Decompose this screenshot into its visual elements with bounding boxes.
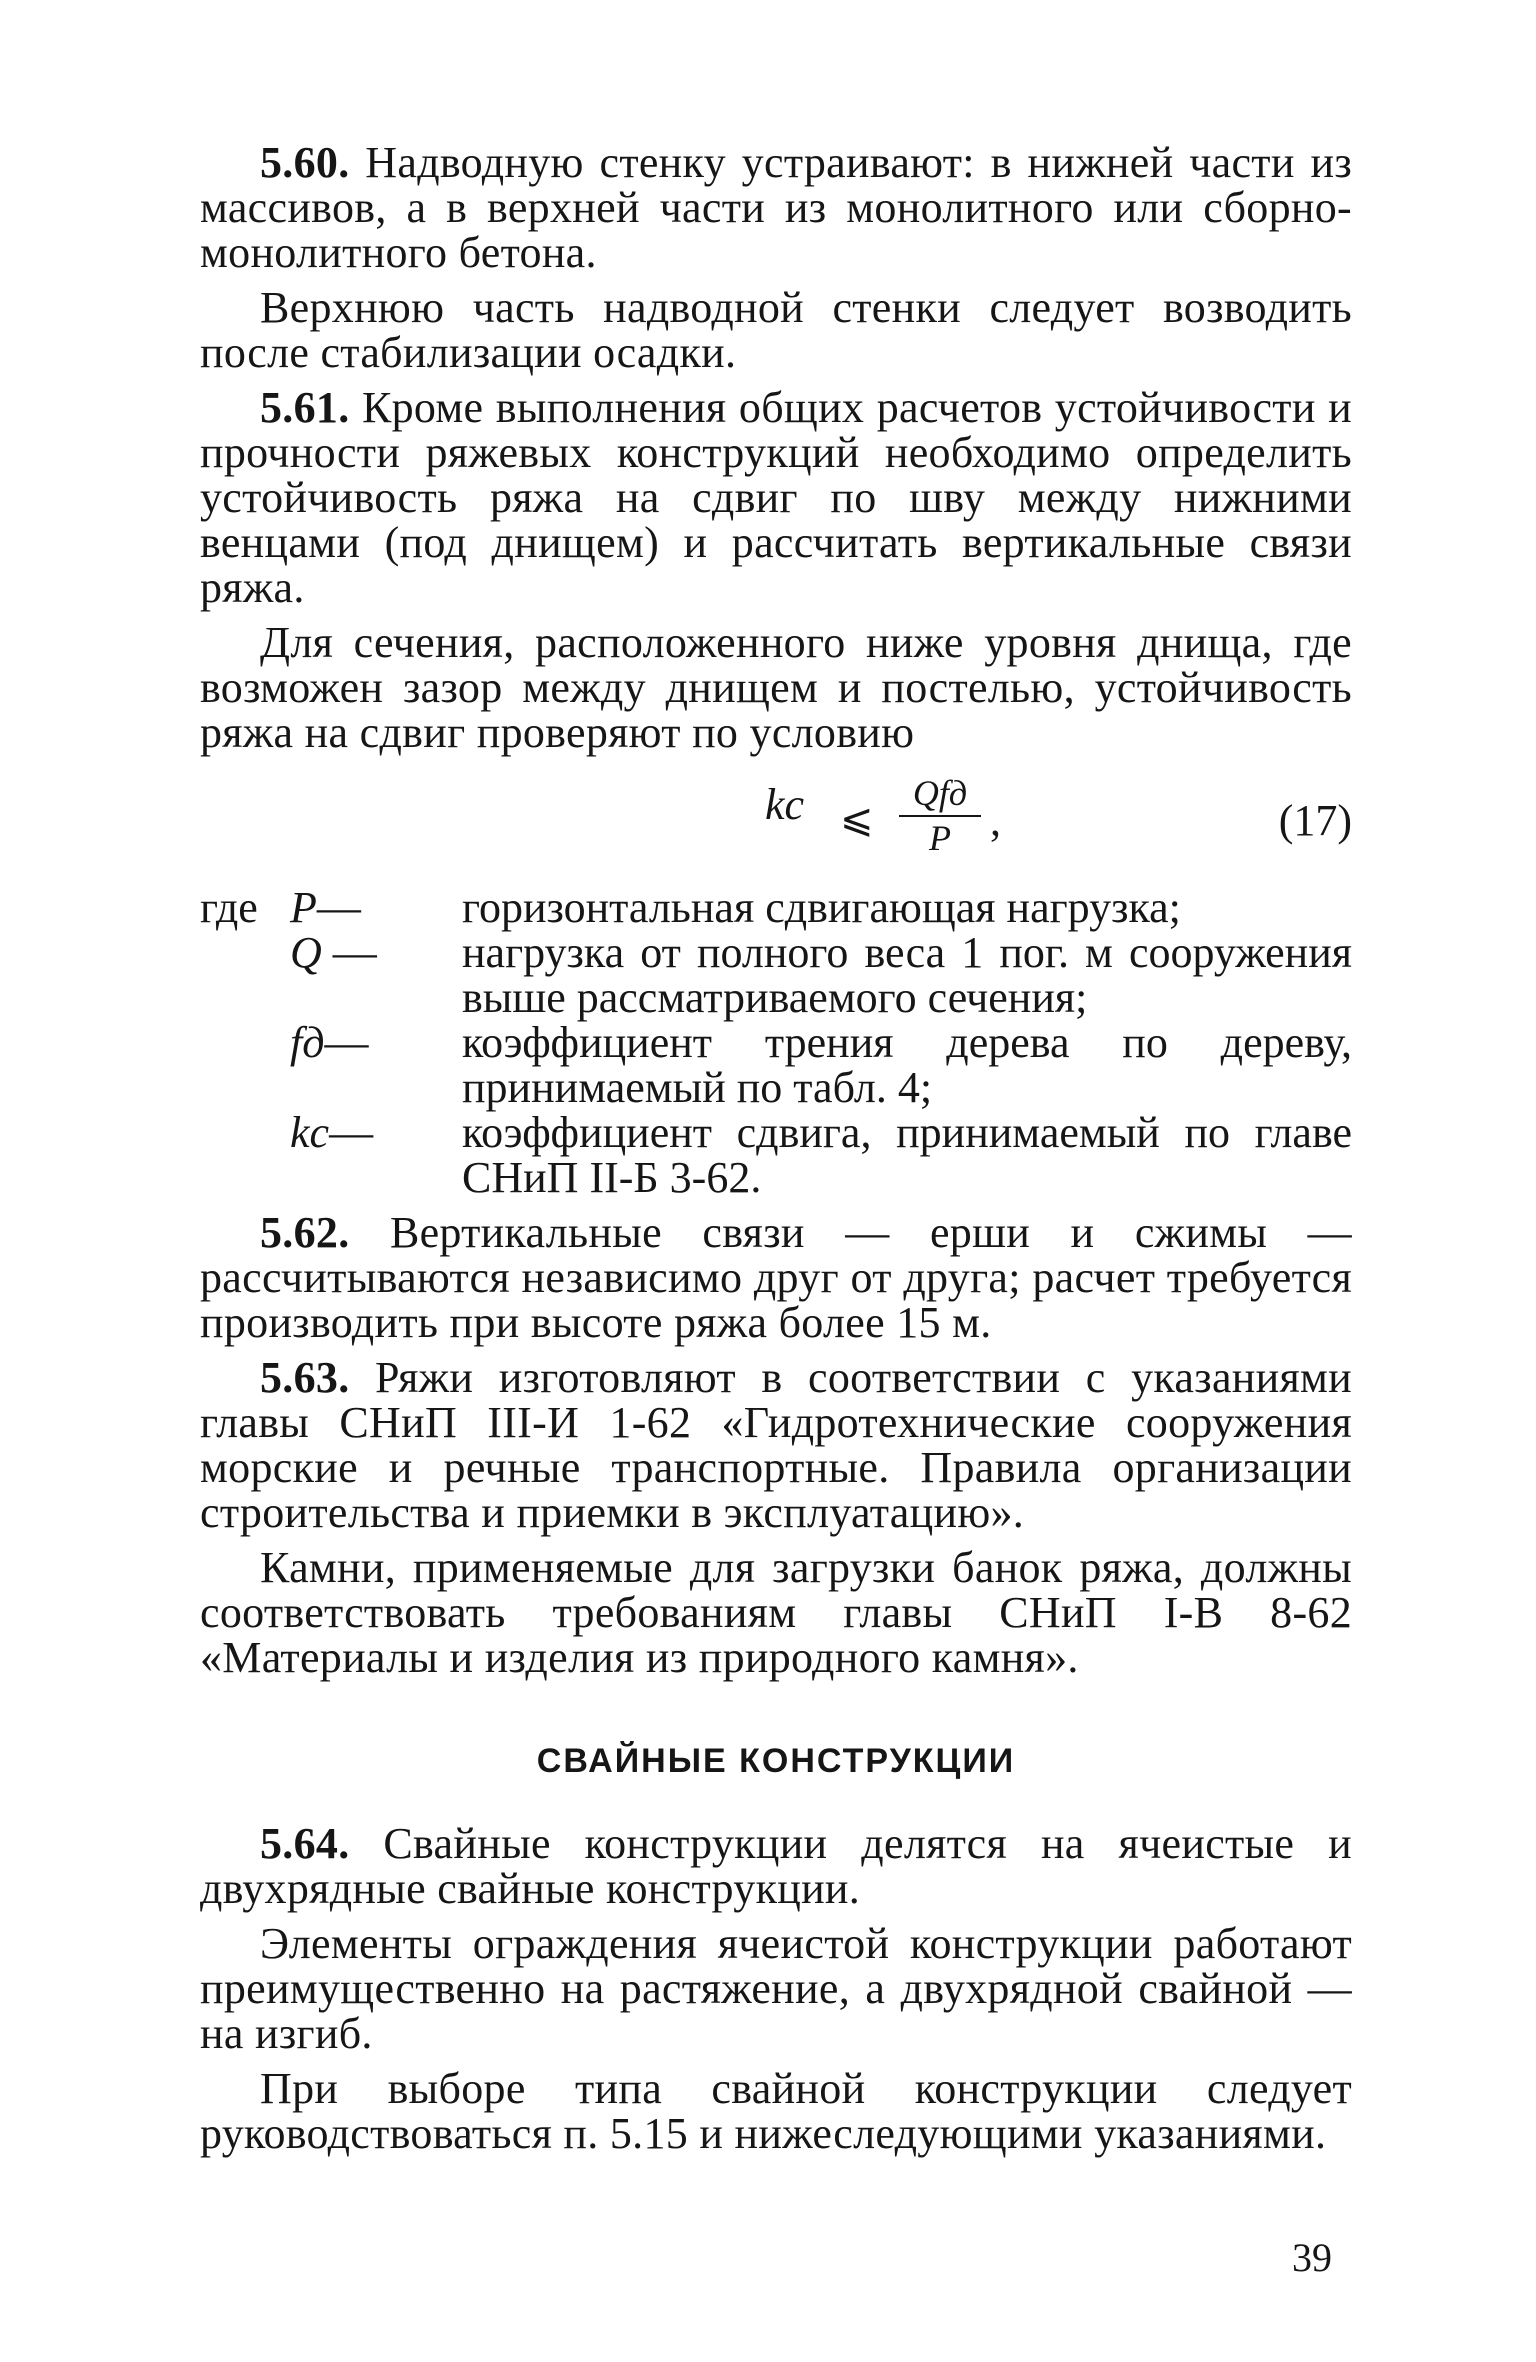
paragraph-5-64-continued: Элементы ограждения ячеистой конструкции работают преимущественно на растяжение, а двухрядной свайной — на изгиб. [200, 1919, 1352, 2058]
section-heading: СВАЙНЫЕ КОНСТРУКЦИИ [536, 1742, 1016, 1780]
formula-17 [200, 773, 1352, 867]
definition-symbol [290, 1020, 460, 1065]
clause-number: 5.62. [260, 1208, 350, 1257]
paragraph-text: Надводную стенку устраивают: в нижней части из массивов, а в верхней части из монолитного или сборно-монолитного бетона. [200, 138, 1352, 277]
equation-number: (17) [1278, 796, 1352, 845]
paragraph-5-60 [200, 140, 1352, 275]
clause-number: 5.63. [260, 1353, 350, 1402]
formula-fraction [895, 773, 985, 859]
clause-number: 5.64. [260, 1819, 350, 1868]
paragraph-5-62 [200, 1210, 1352, 1345]
clause-number: 5.61. [260, 383, 350, 432]
definition-item [200, 1020, 1352, 1110]
page-number: 39 [1292, 2235, 1332, 2280]
formula-lhs-symbol: kс [765, 780, 805, 829]
definition-text: нагрузка от полного веса 1 пог. м сооружения выше рассматриваемого сечения; [462, 928, 1352, 1022]
formula-comma: , [990, 796, 1001, 845]
definition-item [200, 885, 1352, 930]
symbol-dash: — [329, 1108, 374, 1157]
paragraph-5-61-continued: Для сечения, расположенного ниже уровня днища, где возможен зазор между днищем и постелью, устойчивость ряжа на сдвиг проверяют по условию [200, 618, 1352, 757]
variable-definitions [200, 885, 1352, 1200]
clause-number: 5.60. [260, 138, 350, 187]
formula-lhs [765, 779, 804, 830]
definition-text: горизонтальная сдвигающая нагрузка; [462, 883, 1181, 932]
paragraph-5-60-continued: Верхнюю часть надводной стенки следует возводить после стабилизации осадки. [200, 283, 1352, 377]
paragraph-5-63 [200, 1355, 1352, 1535]
definition-text: коэффициент сдвига, принимаемый по главе СНиП II-Б 3-62. [462, 1108, 1352, 1202]
definitions-lead-word: где [200, 883, 258, 932]
definition-item [200, 1110, 1352, 1200]
symbol-text: fд [290, 1018, 325, 1067]
paragraph-5-61 [200, 385, 1352, 610]
symbol-text: Q [290, 928, 322, 977]
definition-text: коэффициент трения дерева по дереву, принимаемый по табл. 4; [462, 1018, 1352, 1112]
paragraph-text: Ряжи изготовляют в соответствии с указаниями главы СНиП III-И 1-62 «Гидротехнические сооружения морские и речные транспортные. Правила организации строительства и приемки в эксплуатацию». [200, 1353, 1352, 1537]
symbol-text: kс [290, 1108, 330, 1157]
paragraph-text: Кроме выполнения общих расчетов устойчивости и прочности ряжевых конструкций необходимо определить устойчивость ряжа на сдвиг по шву между нижними венцами (под днищем) и рассчитать вертикальные связи ряжа. [200, 383, 1352, 612]
paragraph-text: Свайные конструкции делятся на ячеистые и двухрядные свайные конструкции. [200, 1819, 1352, 1913]
symbol-text: P [290, 883, 317, 932]
symbol-dash: — [321, 928, 377, 977]
definition-symbol [290, 1110, 460, 1155]
formula-relation: ⩽ [840, 796, 874, 841]
paragraph-text: Вертикальные связи — ерши и сжимы — рассчитываются независимо друг от друга; расчет требуется производить при высоте ряжа более 15 м. [200, 1208, 1352, 1347]
definition-item [200, 930, 1352, 1020]
definition-symbol [290, 930, 460, 975]
definition-symbol [290, 885, 460, 930]
formula-numerator: Qfд [912, 773, 968, 813]
paragraph-5-64-final: При выборе типа свайной конструкции следует руководствоваться п. 5.15 и нижеследующими указаниями. [200, 2064, 1352, 2158]
symbol-dash: — [316, 883, 361, 932]
text-column [200, 140, 1352, 2156]
symbol-dash: — [324, 1018, 369, 1067]
paragraph-5-63-continued: Камни, применяемые для загрузки банок ряжа, должны соответствовать требованиям главы СНиП I-B 8-62 «Материалы и изделия из природного камня». [200, 1543, 1352, 1682]
paragraph-5-64 [200, 1821, 1352, 1911]
formula-denominator: P [929, 818, 951, 858]
